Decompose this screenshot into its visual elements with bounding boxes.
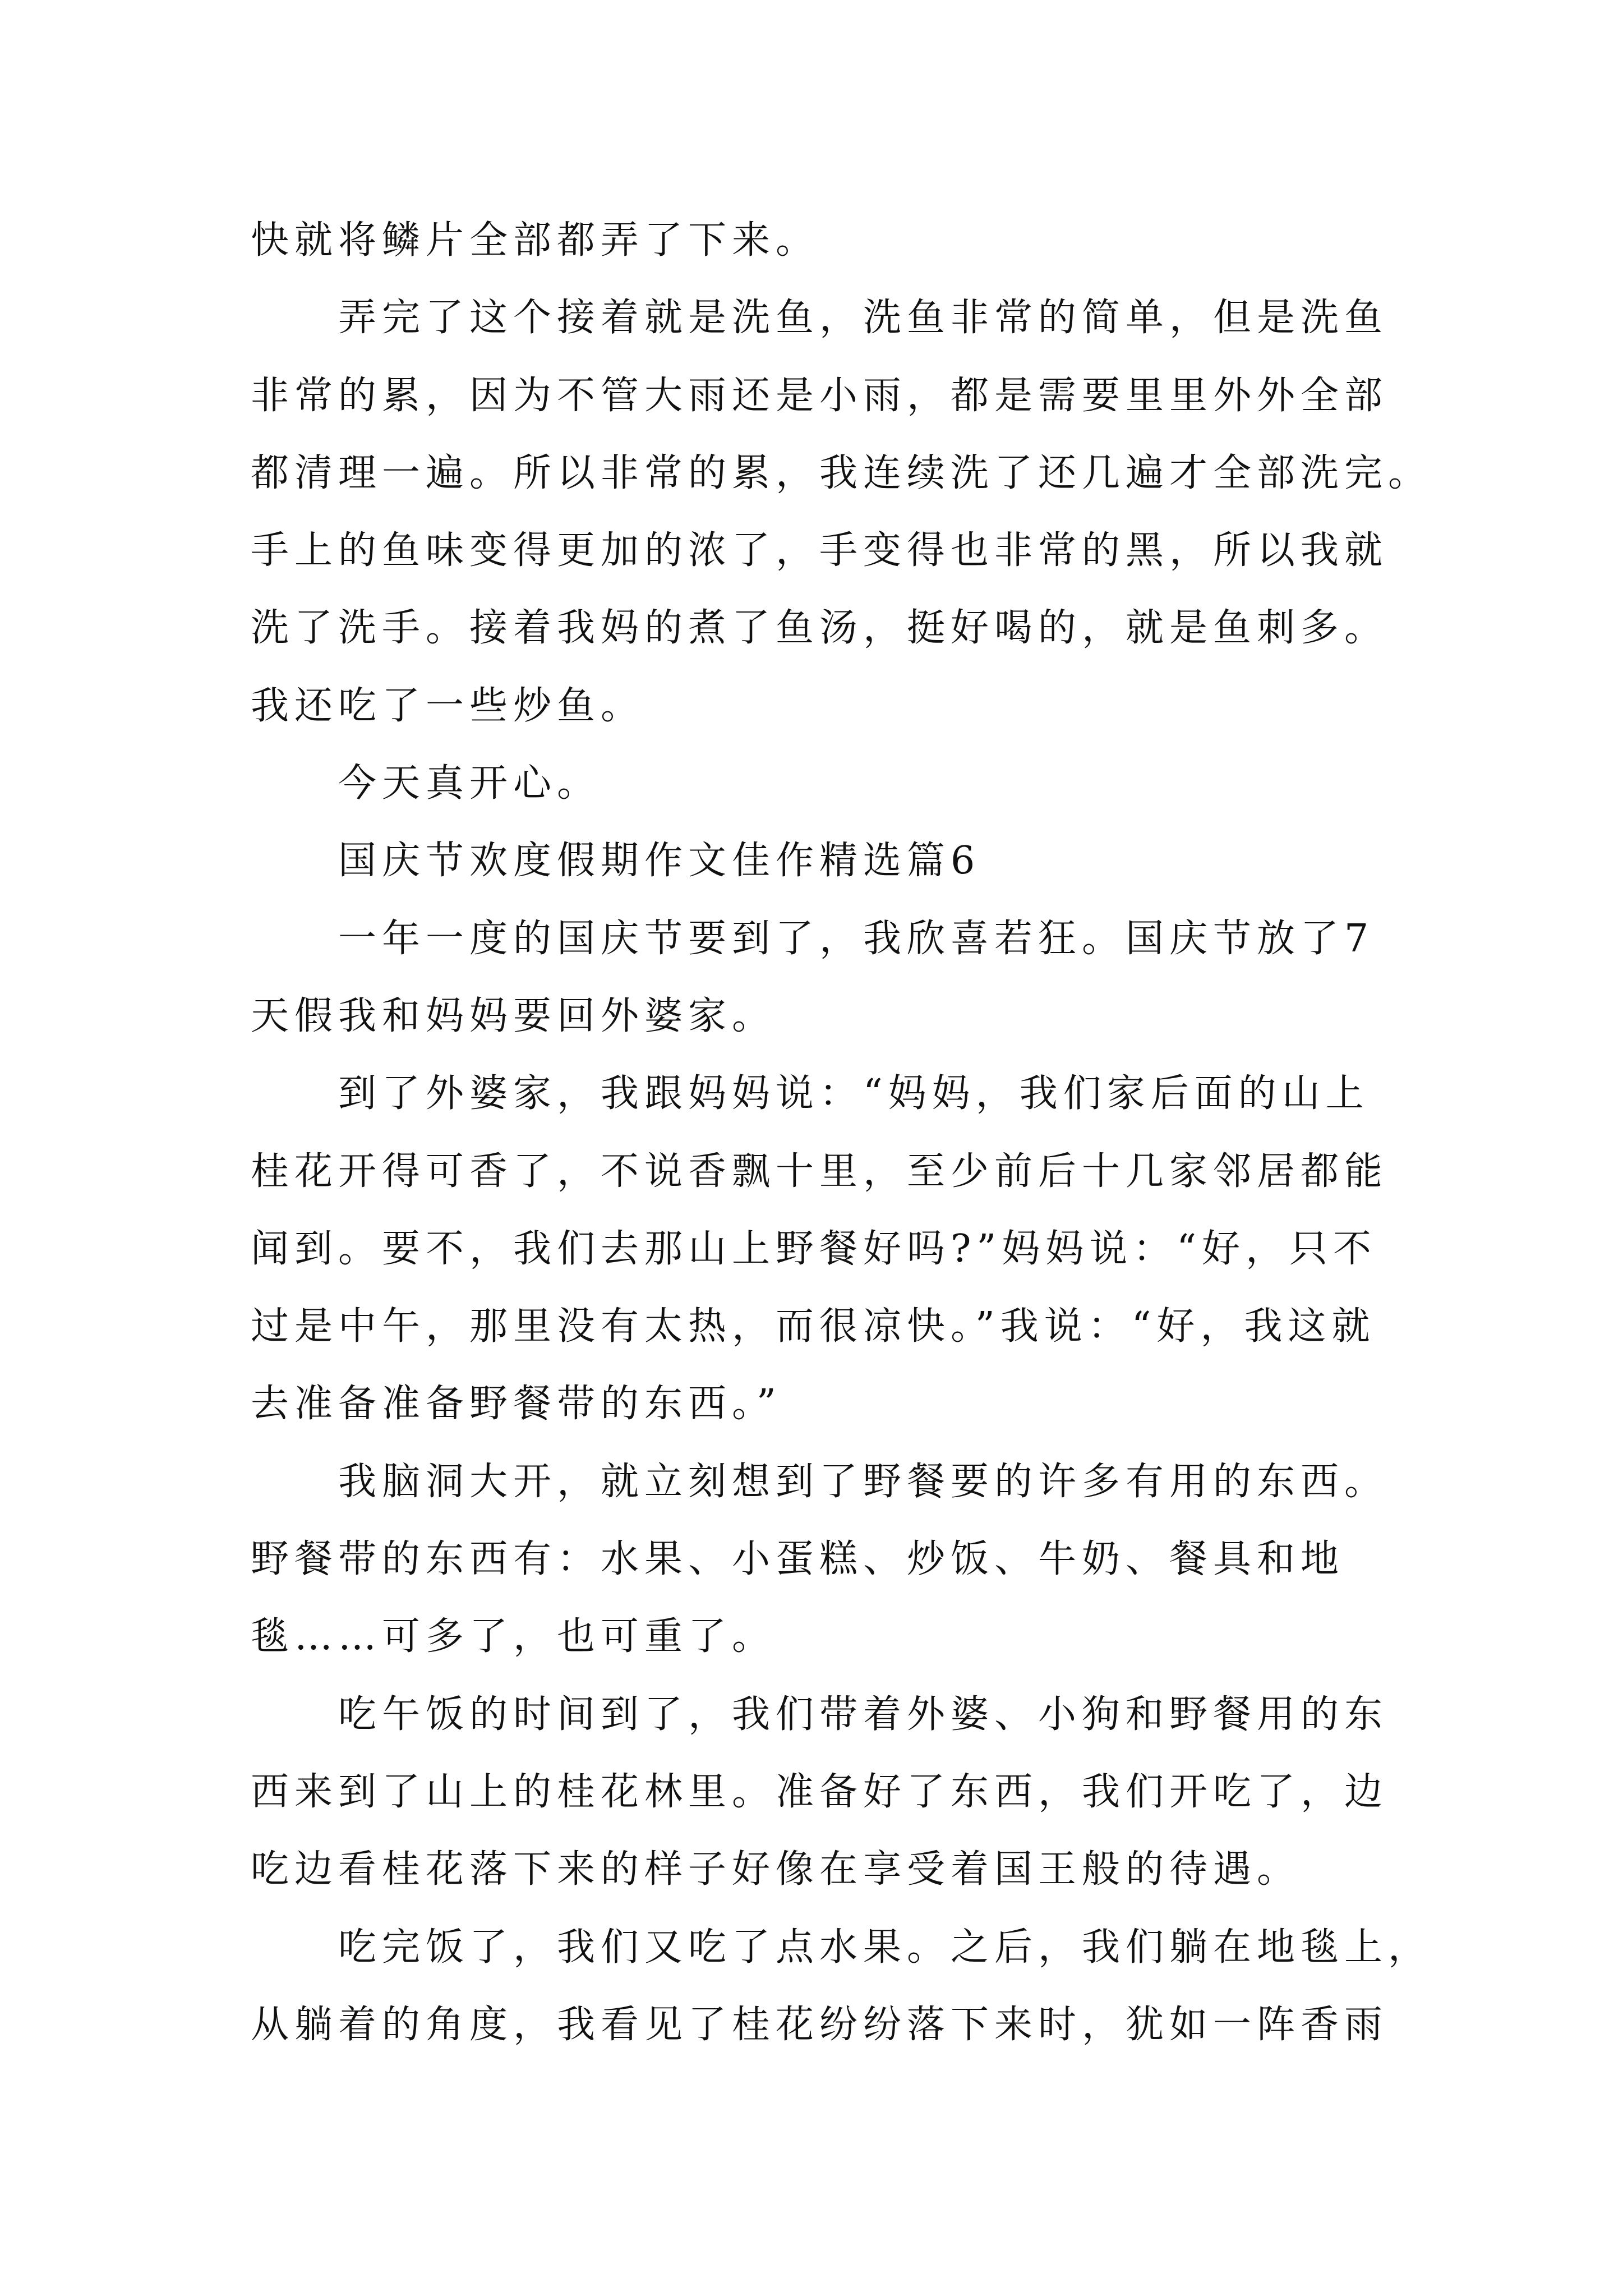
text-line: 西来到了山上的桂花林里。准备好了东西，我们开吃了，边 <box>251 1769 1389 1814</box>
paragraph <box>251 900 1597 1056</box>
text-line: 去准备准备野餐带的东西。” <box>251 1382 782 1427</box>
paragraph <box>251 1055 1597 1443</box>
text-line: 手上的鱼味变得更加的浓了，手变得也非常的黑，所以我就 <box>251 528 1389 573</box>
text-line: 吃午饭的时间到了，我们带着外婆、小狗和野餐用的东 <box>338 1692 1389 1737</box>
text-line: 快就将鳞片全部都弄了下来。 <box>251 218 820 263</box>
text-line: 桂花开得可香了，不说香飘十里，至少前后十几家邻居都能 <box>251 1149 1389 1194</box>
section-heading <box>251 822 1597 900</box>
text-line: 吃完饭了，我们又吃了点水果。之后，我们躺在地毯上， <box>338 1925 1432 1970</box>
text-line: 野餐带的东西有：水果、小蛋糕、炒饭、牛奶、餐具和地 <box>251 1537 1345 1582</box>
text-line: 过是中午，那里没有太热，而很凉快。”我说：“好，我这就 <box>251 1304 1376 1349</box>
text-line: 天假我和妈妈要回外婆家。 <box>251 993 776 1038</box>
text-line: 闻到。要不，我们去那山上野餐好吗?”妈妈说：“好，只不 <box>251 1226 1377 1271</box>
paragraph <box>251 1443 1597 1676</box>
essay-body <box>251 202 1597 2064</box>
text-line: 洗了洗手。接着我妈的煮了鱼汤，挺好喝的，就是鱼刺多。 <box>251 606 1389 651</box>
paragraph <box>251 745 1597 822</box>
text-line: 今天真开心。 <box>338 761 601 806</box>
text-line: 毯……可多了，也可重了。 <box>251 1614 776 1659</box>
paragraph <box>251 1909 1597 2064</box>
text-line: 都清理一遍。所以非常的累，我连续洗了还几遍才全部洗完。 <box>251 450 1432 495</box>
text-line: 弄完了这个接着就是洗鱼，洗鱼非常的简单，但是洗鱼 <box>338 296 1389 341</box>
text-line: 一年一度的国庆节要到了，我欣喜若狂。国庆节放了7 <box>338 916 1375 961</box>
text-line: 我还吃了一些炒鱼。 <box>251 683 645 728</box>
text-line: 到了外婆家，我跟妈妈说：“妈妈，我们家后面的山上 <box>338 1071 1370 1116</box>
paragraph-continued <box>251 202 1597 279</box>
paragraph <box>251 279 1597 745</box>
paragraph <box>251 1676 1597 1909</box>
text-line: 吃边看桂花落下来的样子好像在享受着国王般的待遇。 <box>251 1847 1301 1892</box>
heading-line: 国庆节欢度假期作文佳作精选篇6 <box>338 839 981 884</box>
text-line: 非常的累，因为不管大雨还是小雨，都是需要里里外外全部 <box>251 373 1389 418</box>
text-line: 从躺着的角度，我看见了桂花纷纷落下来时，犹如一阵香雨 <box>251 2002 1389 2047</box>
text-line: 我脑洞大开，就立刻想到了野餐要的许多有用的东西。 <box>338 1459 1389 1504</box>
